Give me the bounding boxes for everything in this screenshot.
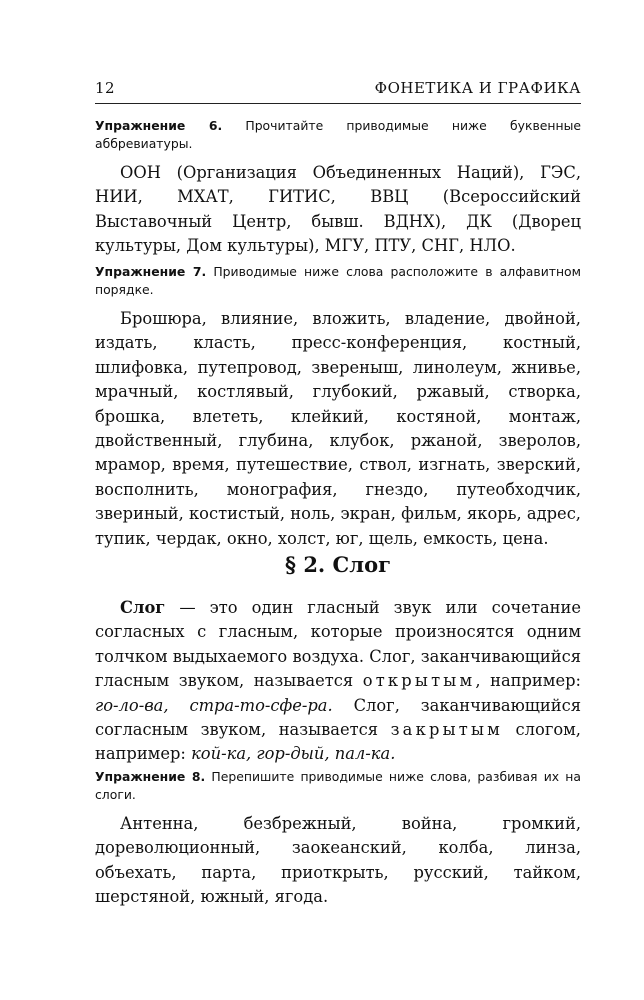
section-title: § 2. Слог [285,552,391,577]
page-number: 12 [95,79,116,97]
exercise-6 [95,117,581,259]
closed-syllable-examples: кой-ка, гор-дый, пал-ка. [191,744,396,764]
definition-paragraph [95,596,581,767]
definition-text-4: слогом, например: [95,720,581,764]
exercise-7-label: Упражнение 7. [95,264,207,279]
exercise-6-instruction: Прочитайте приводимые ниже буквенные аббревиатуры. [95,118,581,151]
exercise-8-label: Упражнение 8. [95,769,206,784]
definition-text-1: — это один гласный звук или сочетание согласных с гласным, которые произносятся одним толчком выдыхаемого воздуха. Слог, заканчивающийся гласным звуком, называется [95,598,581,691]
exercise-8-task [95,768,581,804]
definition-text-3: Слог, заканчивающийся согласным звуком, называется [95,695,581,740]
header-rule [95,103,581,104]
exercise-7 [95,263,581,551]
exercise-6-text: ООН (Организация Объединенных Наций), ГЭС, НИИ, МХАТ, ГИТИС, ВВЦ (Всероссийский Выставочный Центр, бывш. ВДНХ), ДК (Дворец культуры, Дом культуры), МГУ, ПТУ, СНГ, НЛО. [95,163,581,256]
exercise-8-text: Антенна, безбрежный, война, громкий, дореволюционный, заокеанский, колба, линза, объехать, парта, приоткрыть, русский, тайком, шерстяной, южный, ягода. [95,814,581,907]
exercise-6-task [95,117,581,153]
open-syllable-examples: го-ло-ва, стра-то-сфе-ра. [95,695,333,715]
exercise-7-task [95,263,581,299]
exercise-6-label: Упражнение 6. [95,118,223,133]
definition-term: Слог [120,598,166,617]
syllable-definition [95,596,581,767]
closed-syllable-term: закрытым [390,720,503,740]
exercise-7-text: Брошюра, влияние, вложить, владение, двойной, издать, класть, пресс-конференция, костный, шлифовка, путепровод, звереныш, линолеум, жнивье, мрачный, костлявый, глубокий, ржавый, створка, брошка, влететь, клейкий, костяной, монтаж, двойственный, глубина, клубок, ржаной, зверолов, мрамор, время, путешествие, ствол, изгнать, зверский, восполнить, монография, гнездо, путеобходчик, звериный, костистый, ноль, экран, фильм, якорь, адрес, тупик, чердак, окно, холст, юг, щель, емкость, цена. [95,309,581,548]
open-syllable-term: открытым [362,671,476,691]
running-title: ФОНЕТИКА И ГРАФИКА [374,79,581,97]
exercise-8-instruction: Перепишите приводимые ниже слова, разбивая их на слоги. [95,769,581,802]
exercise-7-instruction: Приводимые ниже слова расположите в алфавитном порядке. [95,264,581,297]
definition-text-2: , например: [475,671,581,691]
exercise-8 [95,768,581,910]
running-header [95,76,581,100]
